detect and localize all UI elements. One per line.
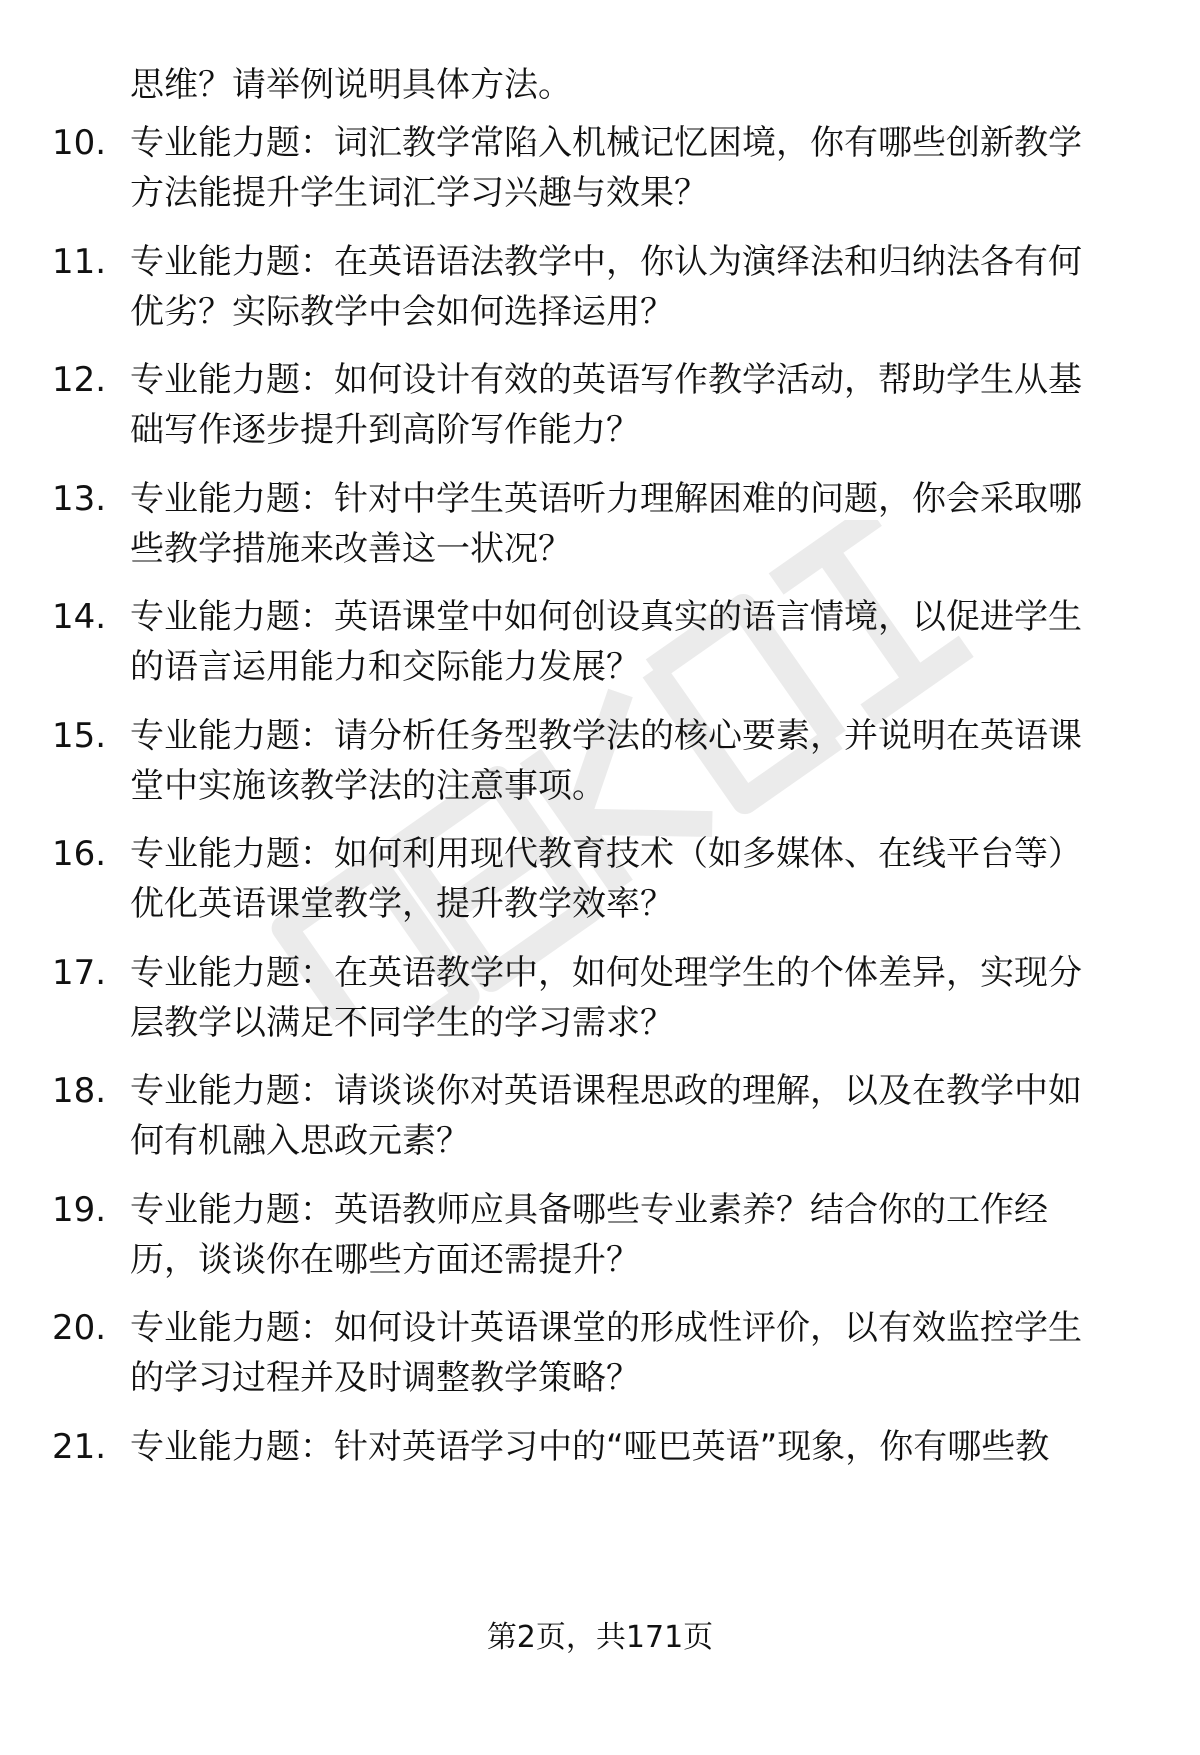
question-text-line: 专业能力题：词汇教学常陷入机械记忆困境，你有哪些创新教学: [130, 123, 1082, 163]
question-text-line: 专业能力题：针对英语学习中的“哑巴英语”现象，你有哪些教: [130, 1426, 1050, 1467]
question-number: 11.: [52, 241, 107, 282]
question-number: 15.: [52, 715, 107, 756]
question-text-line: 专业能力题：英语课堂中如何创设真实的语言情境，以促进学生: [130, 597, 1082, 637]
question-text-line: 方法能提升学生词汇学习兴趣与效果？: [130, 173, 708, 213]
question-text-line: 专业能力题：在英语语法教学中，你认为演绎法和归纳法各有何: [130, 241, 1082, 282]
question-text-line: 专业能力题：请谈谈你对英语课程思政的理解，以及在教学中如: [130, 1071, 1082, 1111]
question-text-line: 的语言运用能力和交际能力发展？: [130, 647, 640, 687]
question-number: 21.: [52, 1426, 107, 1467]
question-text-line: 何有机融入思政元素？: [130, 1121, 470, 1161]
question-number: 16.: [52, 834, 107, 874]
question-text-line: 堂中实施该教学法的注意事项。: [130, 765, 606, 806]
question-number: 17.: [52, 952, 107, 993]
page-footer: 第2页，共171页: [486, 1620, 714, 1655]
question-number: 10.: [52, 123, 107, 163]
question-text-line: 的学习过程并及时调整教学策略？: [130, 1358, 640, 1398]
question-number: 19.: [52, 1189, 107, 1230]
question-text-line: 专业能力题：针对中学生英语听力理解困难的问题，你会采取哪: [130, 478, 1082, 519]
question-number: 14.: [52, 597, 107, 637]
question-text-line: 础写作逐步提升到高阶写作能力？: [130, 410, 640, 450]
question-number: 18.: [52, 1071, 107, 1111]
question-text-line: 优化英语课堂教学，提升教学效率？: [130, 884, 674, 924]
question-text-line: 专业能力题：如何设计有效的英语写作教学活动，帮助学生从基: [130, 360, 1082, 400]
question-text-line: 专业能力题：如何利用现代教育技术（如多媒体、在线平台等）: [130, 834, 1082, 874]
question-text-line: 专业能力题：请分析任务型教学法的核心要素，并说明在英语课: [130, 715, 1082, 756]
question-text-line: 些教学措施来改善这一状况？: [130, 528, 572, 569]
question-number: 12.: [52, 360, 107, 400]
question-text-line: 优劣？实际教学中会如何选择运用？: [130, 291, 674, 332]
question-text-line: 专业能力题：英语教师应具备哪些专业素养？结合你的工作经: [130, 1189, 1048, 1230]
continuation-text: 思维？请举例说明具体方法。: [130, 65, 572, 105]
question-number: 13.: [52, 478, 107, 519]
question-text-line: 历，谈谈你在哪些方面还需提升？: [130, 1239, 640, 1280]
question-text-line: 层教学以满足不同学生的学习需求？: [130, 1002, 674, 1043]
question-text-line: 专业能力题：在英语教学中，如何处理学生的个体差异，实现分: [130, 952, 1082, 993]
question-number: 20.: [52, 1308, 107, 1348]
question-text-line: 专业能力题：如何设计英语课堂的形成性评价，以有效监控学生: [130, 1308, 1082, 1348]
